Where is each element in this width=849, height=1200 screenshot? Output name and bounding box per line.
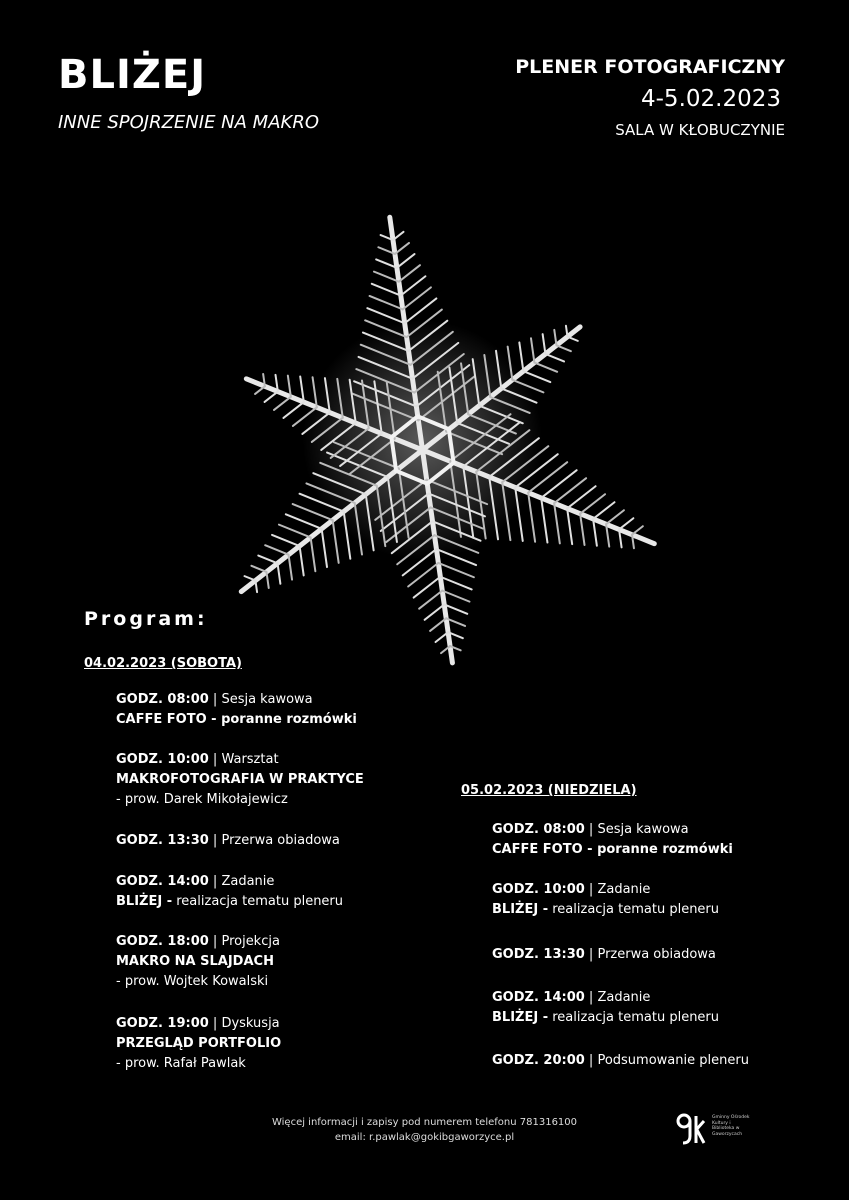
schedule-time-line (492, 945, 716, 965)
schedule-time-line (492, 988, 719, 1008)
schedule-topic: CAFFE FOTO - poranne rozmówki (116, 712, 357, 727)
schedule-topic-line (116, 952, 280, 972)
day2-heading: 05.02.2023 (NIEDZIELA) (461, 783, 637, 798)
schedule-host: - prow. Rafał Pawlak (116, 1056, 246, 1071)
schedule-item (492, 945, 716, 965)
schedule-time: GODZ. 10:00 (116, 752, 209, 767)
schedule-item (492, 880, 719, 920)
schedule-item (492, 988, 719, 1028)
schedule-separator: | (584, 1053, 598, 1068)
schedule-description: Zadanie (597, 882, 651, 897)
schedule-separator: | (584, 882, 598, 897)
snowflake-branch (400, 287, 433, 309)
schedule-host: - prow. Darek Mikołajewicz (116, 792, 288, 807)
schedule-description: Przerwa obiadowa (221, 833, 340, 848)
poster-subtitle: INNE SPOJRZENIE NA MAKRO (58, 112, 319, 133)
snowflake-branch (440, 573, 471, 594)
schedule-topic: CAFFE FOTO - poranne rozmówki (492, 842, 733, 857)
schedule-separator: | (208, 934, 222, 949)
schedule-separator: | (208, 692, 222, 707)
schedule-time: GODZ. 14:00 (116, 874, 209, 889)
schedule-topic-line (116, 710, 357, 730)
schedule-description: Zadanie (597, 990, 651, 1005)
schedule-separator: | (208, 752, 222, 767)
gokib-logo-icon (676, 1112, 706, 1152)
schedule-time-line (116, 831, 340, 851)
schedule-host: - prow. Wojtek Kowalski (116, 974, 269, 989)
schedule-time: GODZ. 18:00 (116, 934, 209, 949)
schedule-time-line (116, 932, 280, 952)
schedule-item (116, 750, 364, 810)
logo-text: Gminny Ośrodek Kultury i Biblioteka w Gaworzycach (712, 1115, 750, 1137)
schedule-time-line (492, 820, 733, 840)
schedule-topic-line (492, 900, 719, 920)
schedule-item (116, 831, 340, 851)
schedule-item (116, 1014, 281, 1074)
schedule-separator: | (208, 874, 222, 889)
event-dates: 4-5.02.2023 (641, 86, 781, 112)
schedule-description: Dyskusja (221, 1016, 280, 1031)
schedule-topic-detail: realizacja tematu pleneru (548, 1010, 720, 1025)
snowflake-branch (372, 280, 401, 299)
snowflake-image (170, 205, 675, 695)
footer-contact-phone: Więcej informacji i zapisy pod numerem telefonu 781316100 (271, 1117, 578, 1128)
schedule-item (492, 1051, 749, 1071)
schedule-description: Sesja kawowa (597, 822, 689, 837)
schedule-item (116, 690, 357, 730)
schedule-separator: | (584, 947, 598, 962)
schedule-time: GODZ. 13:30 (116, 833, 209, 848)
snowflake-branch (406, 563, 442, 587)
schedule-separator: | (208, 1016, 222, 1031)
schedule-topic-line (492, 1008, 719, 1028)
schedule-topic: BLIŻEJ - (116, 894, 173, 909)
schedule-topic: PRZEGLĄD PORTFOLIO (116, 1036, 282, 1051)
schedule-time-line (116, 1014, 281, 1034)
snowflake-branch (397, 265, 422, 281)
schedule-topic-detail: realizacja tematu pleneru (172, 894, 344, 909)
schedule-description: Warsztat (221, 752, 279, 767)
schedule-topic: MAKRO NA SLAJDACH (116, 954, 274, 969)
schedule-topic: BLIŻEJ - (492, 1010, 549, 1025)
schedule-time-line (492, 880, 719, 900)
schedule-topic-line (116, 1034, 281, 1054)
schedule-time: GODZ. 20:00 (492, 1053, 585, 1068)
program-heading: Program: (84, 608, 208, 630)
schedule-time-line (116, 872, 343, 892)
organizer-logo (676, 1112, 750, 1152)
schedule-description: Sesja kawowa (221, 692, 313, 707)
day1-heading: 04.02.2023 (SOBOTA) (84, 656, 242, 671)
schedule-topic-detail: realizacja tematu pleneru (548, 902, 720, 917)
schedule-topic-line (492, 840, 733, 860)
schedule-item (116, 872, 343, 912)
schedule-item (492, 820, 733, 860)
schedule-description: Zadanie (221, 874, 275, 889)
snowflake-branch (417, 591, 444, 609)
schedule-topic-line (116, 770, 364, 790)
event-place: SALA W KŁOBUCZYNIE (615, 121, 785, 139)
schedule-description: Projekcja (221, 934, 280, 949)
schedule-topic-line (116, 892, 343, 912)
poster-title: BLIŻEJ (58, 52, 207, 98)
event-name: PLENER FOTOGRAFICZNY (515, 56, 785, 78)
snowflake-branch (402, 298, 439, 323)
schedule-separator: | (584, 990, 598, 1005)
schedule-description: Podsumowanie pleneru (597, 1053, 749, 1068)
schedule-time: GODZ. 08:00 (116, 692, 209, 707)
schedule-time-line (116, 750, 364, 770)
schedule-time: GODZ. 13:30 (492, 947, 585, 962)
schedule-item (116, 932, 280, 992)
snowflake-branch (423, 604, 446, 619)
schedule-description: Przerwa obiadowa (597, 947, 716, 962)
schedule-separator: | (584, 822, 598, 837)
schedule-separator: | (208, 833, 222, 848)
schedule-topic: MAKROFOTOGRAFIA W PRAKTYCE (116, 772, 364, 787)
schedule-time-line (492, 1051, 749, 1071)
schedule-time: GODZ. 14:00 (492, 990, 585, 1005)
schedule-time: GODZ. 10:00 (492, 882, 585, 897)
schedule-time-line (116, 690, 357, 710)
schedule-time: GODZ. 08:00 (492, 822, 585, 837)
schedule-topic: BLIŻEJ - (492, 902, 549, 917)
schedule-time: GODZ. 19:00 (116, 1016, 209, 1031)
footer-contact-email: email: r.pawlak@gokibgaworzyce.pl (334, 1132, 515, 1143)
